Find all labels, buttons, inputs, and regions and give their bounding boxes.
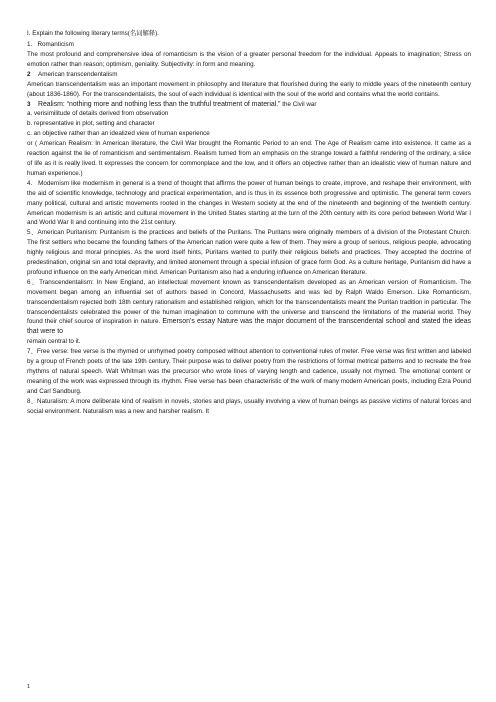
term-puritanism: 5、American Puritanism: Puritanism is the practices and beliefs of the Puritans. The Puritans were originally members of a division of the Protestant Church. The first settlers who became the founding fathers of the American nation were quite a few of them. They were a group of serious, religious people, advocating highly religious and moral principles. As the word itself hints, Puritans wanted to purify their religious beliefs and practices. They accepted the doctrine of predestination, original sin and total depravity, and limited atonement through a special infusion of grace form God. As a culture heritage, Puritanism did have a profound influence on the early American mind. American Puritanism also had a enduring influence on American literature. bbox=[27, 229, 471, 276]
term-emphasis: Emerson’s essay Nature was the major document of the transcendental school and stated the ideas that were to bbox=[27, 318, 472, 336]
term-transcendentalism-6-end: remain central to it. bbox=[27, 338, 81, 346]
term-tail: the Civil war bbox=[280, 100, 317, 108]
term-name: American transcendentalism bbox=[38, 70, 118, 78]
term-name: Realism: “nothing more and nothing less than the truthful treatment of material.” bbox=[38, 100, 281, 108]
term-romanticism-heading: 1. Romanticism bbox=[27, 41, 74, 49]
realism-note: or ( American Realism: In American literature, the Civil War brought the Romantic Period to an end. The Age of Realism came into existence. It came as a reaction against the lie of romanticism and sentimentalism. Realism turned from an emphasis on the strange toward a faithful rendering of the ordinary, a slice of life as it is really lived. It expresses the concern for commonplace and the low, and it offers an objective rather than an idealistic view of human nature and human experience.) bbox=[27, 140, 471, 177]
term-transcendentalism-text: American transcendentalism was an important movement in philosophy and literature that flourished during the early to middle years of the nineteenth century (about 1836-1860). For the transcendentalists, the soul of each individual is identical with the soul of the world and contains what the world contains. bbox=[27, 80, 471, 98]
term-text: 6、Transcendentalism: In New England, an intellectual movement known as transcendentalism developed as an American version of Romanticism. The movement began among an influential set of authors based in Concord, Massachusetts and was led by Ralph Waldo Emerson. Like Romanticism, transcendentalism rejected both 18th century rationalism and established religion, which for the transcendentalists meant the Puritan tradition in particular. The transcendentalists celebrated the power of the human imagination to commune with the universe and transcend the limitations of the material world. They found their chief source of inspiration in nature. bbox=[27, 278, 471, 326]
term-number: 2 bbox=[27, 70, 31, 78]
term-transcendentalism-heading bbox=[27, 70, 471, 80]
realism-point-c: c. an objective rather than an idealized view of human experience bbox=[27, 130, 210, 138]
page-title: I. Explain the following literary terms(名词解释). bbox=[27, 30, 159, 37]
page-number: 1 bbox=[27, 684, 31, 690]
term-number: 3 bbox=[27, 100, 31, 108]
term-realism-heading bbox=[27, 100, 471, 110]
realism-point-a: a. verisimilitude of details derived from observation bbox=[27, 110, 169, 118]
term-naturalism: 8、Naturalism: A more deliberate kind of realism in novels, stories and plays, usually involving a view of human beings as passive victims of natural forces and social environment. Naturalism was a new and harsher realism. It bbox=[27, 397, 471, 415]
term-modernism: 4. Modernism like modernism in general is a trend of thought that affirms the power of human beings to create, improve, and reshape their environment, with the aid of scientific knowledge, technology and practical experimentation, and is thus in its essence both progressive and optimistic. The general term covers many political, cultural and artistic movements rooted in the changes in Western society at the end of the nineteenth and beginning of the twentieth century. American modernism is an artistic and cultural movement in the United States starting at the turn of the 20th century with its core period between World War I and World War II and continuing into the 21st century. bbox=[27, 179, 471, 227]
term-romanticism-text: The most profound and comprehensive idea of romanticism is the vision of a greater personal freedom for the individual. Appeals to imagination; Stress on emotion rather than reason; optimism, geniality. Subjectivity: in form and meaning. bbox=[27, 51, 471, 68]
document-page bbox=[27, 29, 471, 417]
term-transcendentalism-6 bbox=[27, 278, 471, 337]
term-name-wrap bbox=[38, 100, 317, 110]
term-free-verse: 7、Free verse: free verse is the rhymed or unrhymed poetry composed without attention to conventional rules of meter. Free verse was first written and labeled by a group of French poets of the late 19th century. Their purpose was to deliver poetry from the restrictions of formal metrical patterns and to recreate the free rhythms of natural speech. Walt Whitman was the precursor who wrote lines of varying length and cadence, usually not rhymed. The emotional content or meaning of the work was expressed through its rhythm. Free verse has been characteristic of the work of many modern American poets, including Ezra Pound and Carl Sandburg. bbox=[27, 348, 471, 395]
realism-point-b: b. representative in plot, setting and character bbox=[27, 120, 155, 128]
